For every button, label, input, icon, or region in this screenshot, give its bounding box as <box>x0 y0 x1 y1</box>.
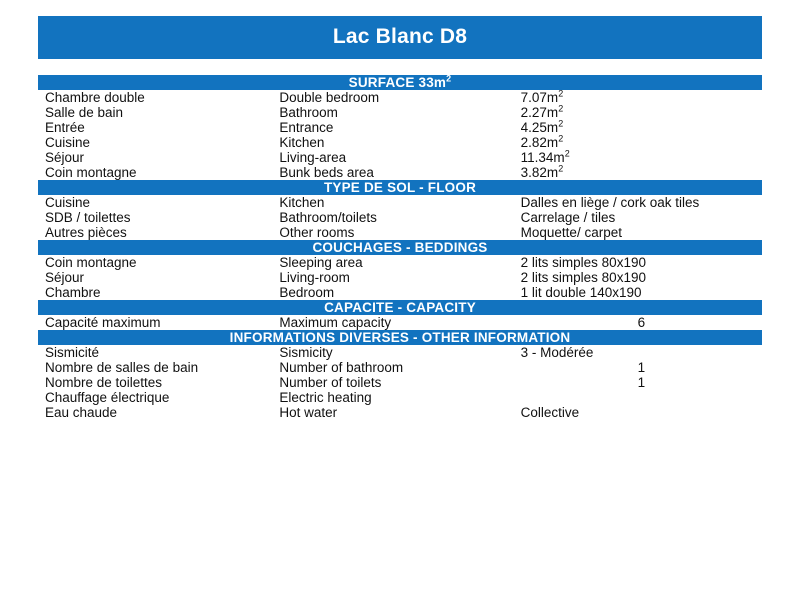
table-row <box>38 375 762 390</box>
label-en: Sismicity <box>279 345 333 360</box>
section-header-row <box>38 300 762 315</box>
label-fr: Séjour <box>45 270 85 285</box>
value-cell: $2.82m^2$ <box>520 135 564 150</box>
table-row <box>38 150 762 165</box>
label-en: Electric heating <box>279 390 372 405</box>
table-row <box>38 90 762 105</box>
value-cell: 1 lit double 140x190 <box>520 285 642 300</box>
label-en: Bathroom <box>279 105 338 120</box>
label-fr: Coin montagne <box>45 255 137 270</box>
table-row <box>38 270 762 285</box>
value-cell: 1 <box>637 360 646 375</box>
superscript: 2 <box>558 105 564 114</box>
label-en: Hot water <box>279 405 338 420</box>
label-en: Bunk beds area <box>279 165 374 180</box>
table-row <box>38 285 762 300</box>
table-row <box>38 390 762 405</box>
table-row <box>38 210 762 225</box>
label-fr: Salle de bain <box>45 105 124 120</box>
superscript: 2 <box>558 120 564 129</box>
value-cell: 3 - Modérée <box>520 345 594 360</box>
section-header-label: INFORMATIONS DIVERSES - OTHER INFORMATION <box>38 330 762 345</box>
value-cell: Collective <box>520 405 580 420</box>
label-en: Double bedroom <box>279 90 380 105</box>
value-cell: Moquette/ carpet <box>520 225 622 240</box>
table-row <box>38 165 762 180</box>
label-en: Maximum capacity <box>279 315 392 330</box>
section-header-row <box>38 330 762 345</box>
table-row <box>38 405 762 420</box>
label-fr: Coin montagne <box>45 165 137 180</box>
table-row <box>38 360 762 375</box>
value-cell: 6 <box>637 315 646 330</box>
section-header-row <box>38 180 762 195</box>
table-row <box>38 315 762 330</box>
label-fr: Autres pièces <box>45 225 127 240</box>
label-fr: Chauffage électrique <box>45 390 170 405</box>
label-fr: Nombre de salles de bain <box>45 360 199 375</box>
label-en: Living-room <box>279 270 350 285</box>
value-cell: $4.25m^2$ <box>520 120 564 135</box>
table-row <box>38 255 762 270</box>
label-en: Bedroom <box>279 285 335 300</box>
label-fr: Cuisine <box>45 195 91 210</box>
superscript: 2 <box>558 90 564 99</box>
section-header-row <box>38 240 762 255</box>
label-en: Number of toilets <box>279 375 382 390</box>
table-row <box>38 135 762 150</box>
label-en: Living-area <box>279 150 347 165</box>
value-cell: 2 lits simples 80x190 <box>520 270 646 285</box>
superscript: 2 <box>446 73 452 84</box>
label-en: Kitchen <box>279 195 325 210</box>
value-cell: Dalles en liège / cork oak tiles <box>520 195 700 210</box>
label-fr: Entrée <box>45 120 85 135</box>
label-fr: Capacité maximum <box>45 315 161 330</box>
value-cell <box>521 390 762 405</box>
section-header-label: COUCHAGES - BEDDINGS <box>38 240 762 255</box>
label-fr: Chambre <box>45 285 101 300</box>
label-fr: Séjour <box>45 150 85 165</box>
value-cell: $11.34m^2$ <box>520 150 570 165</box>
value-cell: $7.07m^2$ <box>520 90 564 105</box>
section-header-label: CAPACITE - CAPACITY <box>38 300 762 315</box>
apartment-details-table <box>38 75 762 420</box>
table-row <box>38 225 762 240</box>
value-cell: Carrelage / tiles <box>520 210 616 225</box>
superscript: 2 <box>564 150 570 159</box>
value-cell: 1 <box>637 375 646 390</box>
label-fr: Cuisine <box>45 135 91 150</box>
label-fr: Eau chaude <box>45 405 118 420</box>
value-cell: $3.82m^2$ <box>520 165 564 180</box>
section-header-label: SURFACE $33m^2$ <box>38 75 762 90</box>
superscript: 2 <box>558 165 564 174</box>
superscript: 2 <box>558 135 564 144</box>
value-cell: $2.27m^2$ <box>520 105 564 120</box>
label-en: Entrance <box>279 120 334 135</box>
label-fr: Chambre double <box>45 90 145 105</box>
label-fr: Nombre de toilettes <box>45 375 163 390</box>
table-row <box>38 345 762 360</box>
label-en: Other rooms <box>279 225 355 240</box>
table-row <box>38 105 762 120</box>
label-fr: Sismicité <box>45 345 100 360</box>
section-header-row <box>38 75 762 90</box>
label-en: Sleeping area <box>279 255 363 270</box>
table-row <box>38 195 762 210</box>
table-row <box>38 120 762 135</box>
label-en: Kitchen <box>279 135 325 150</box>
section-header-label: TYPE DE SOL - FLOOR <box>38 180 762 195</box>
label-en: Bathroom/toilets <box>279 210 377 225</box>
label-en: Number of bathroom <box>279 360 404 375</box>
value-cell: 2 lits simples 80x190 <box>520 255 646 270</box>
page-title: Lac Blanc D8 <box>38 16 762 59</box>
label-fr: SDB / toilettes <box>45 210 131 225</box>
